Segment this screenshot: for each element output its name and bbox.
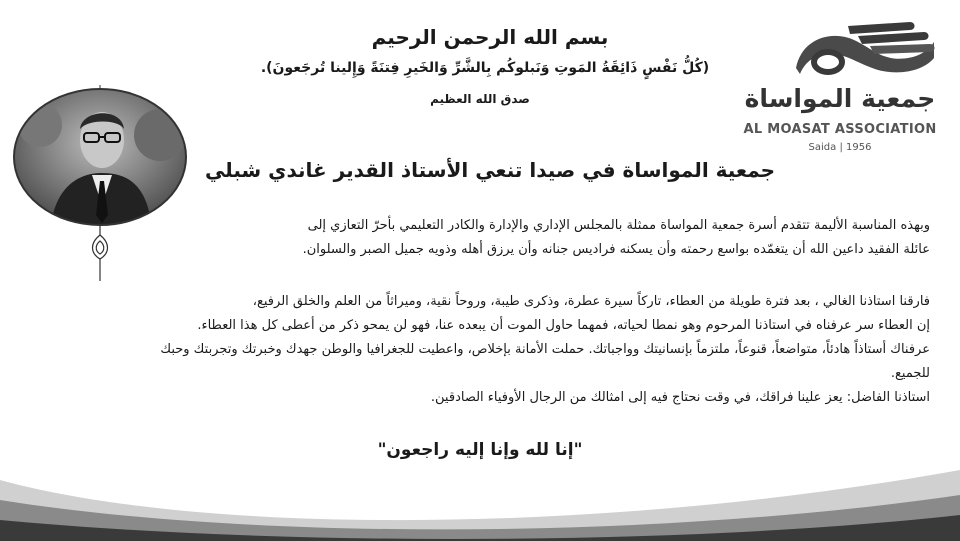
logo-name-english: AL MOASAT ASSOCIATION [743,122,937,137]
logo-city-year: Saida | 1956 [808,142,872,153]
paragraph-line: فارقنا استاذنا الغالي ، بعد فترة طويلة من العطاء، تاركاً سيرة عطرة، وذكرى طيبة، وروحاً نقية، وميراثاً من العلم والخلق الرفيع، [252,294,930,309]
paragraph-line: استاذنا الفاضل: يعز علينا فراقك، في وقت نحتاج فيه إلى امثالك من الرجال الأوفياء الصادقين. [430,390,930,405]
sadaq-line: صدق الله العظيم [430,92,530,106]
closing-phrase: "إنا لله وإنا إليه راجعون" [377,440,583,460]
ornament-pendant-icon [93,225,108,281]
portrait-photo [10,85,190,230]
basmala-heading: بسم الله الرحمن الرحيم [371,25,609,49]
logo-name-arabic: جمعية المواساة [744,84,936,113]
paragraph-line: وبهذه المناسبة الأليمة تتقدم أسرة جمعية المواساة ممثلة بالمجلس الإداري والإدارة والكادر التعليمي بأحرّ التعازي إلى [307,218,930,233]
paragraph-line: إن العطاء سر عرفناه في استاذنا المرحوم وهو نمطا لحياته، فمهما حاول الموت أن يبعده عنا، فهو لن يمحو ذكر من أعطى كل هذا العطاء. [197,318,930,333]
quran-verse: (كُلُّ نَفْسٍ ذَائِقَةُ المَوتِ وَنَبلوكُم بِالشَّرِّ وَالخَيرِ فِتنَةً وَإِلينا تُرجَعونَ). [260,60,710,76]
hand-logo-icon [740,18,940,84]
paragraph-line: عرفناك أستاذاً هادئاً، متواضعاً، قنوعاً، ملتزماً بإنسانيتك وواجباتك. حملت الأمانة بإخلاص، واعطيت للجغرافيا والوطن جهدك وخبرتك وتجربتك وحبك للجميع. [160,342,930,381]
paragraph-line: عائلة الفقيد داعين الله أن يتغمّده بواسع رحمته وأن يسكنه فراديس جنانه وأن يرزق أهله وذويه جميل الصبر والسلوان. [302,242,930,257]
eulogy-paragraph [120,290,930,410]
condolence-paragraph [120,214,930,262]
headline: جمعية المواساة في صيدا تنعي الأستاذ القدير غاندي شبلي [204,158,776,182]
association-logo [740,18,940,158]
